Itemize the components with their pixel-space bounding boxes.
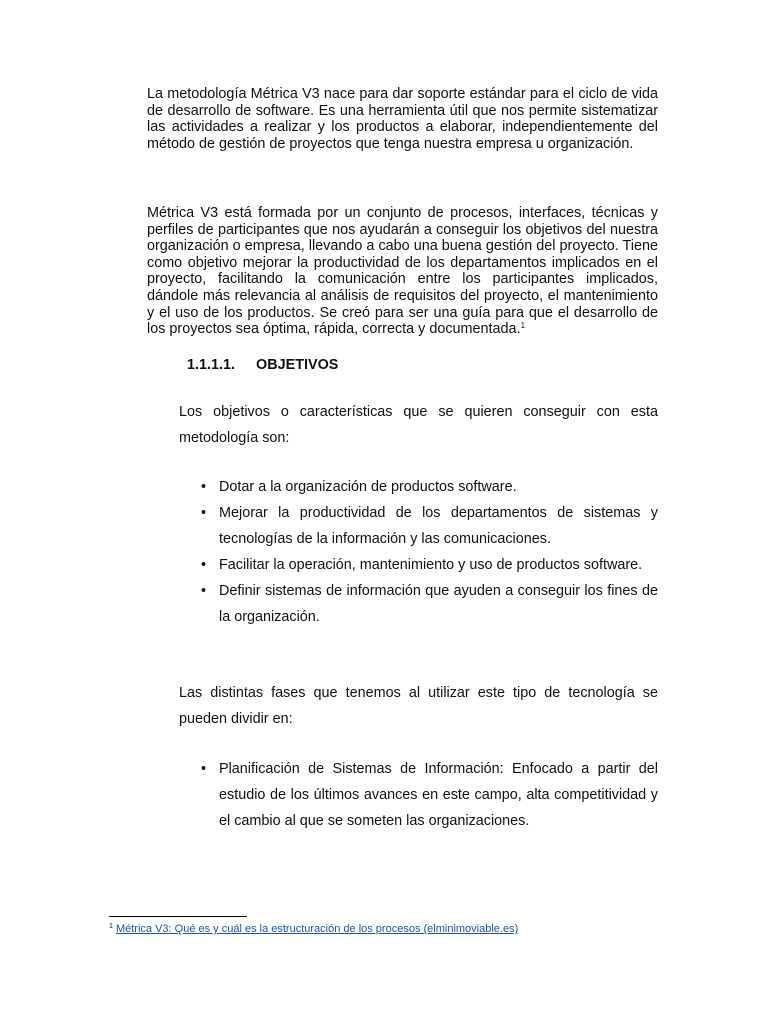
section-title: OBJETIVOS (256, 357, 339, 373)
footnote-link[interactable]: Métrica V3: Qué es y cuál es la estructuración de los procesos (elminimoviable.es) (115, 923, 519, 935)
list-item-text: Planificación de Sistemas de Información: Enfocado a partir del estudio de los últimos avances en este campo, alta competitividad y el cambio al que se someten las organizaciones. (219, 761, 658, 829)
bullet-icon: • (201, 761, 207, 777)
objectives-intro-text: Los objetivos o características que se quieren conseguir con esta metodología son: (179, 404, 658, 446)
bullet-icon: • (201, 583, 207, 599)
list-item-text: Facilitar la operación, mantenimiento y uso de productos software. (219, 557, 643, 573)
description-paragraph-text: Métrica V3 está formada por un conjunto de procesos, interfaces, técnicas y perfiles de participantes que nos ayudarán a conseguir los objetivos del nuestra organización o empresa, llevando a cabo una buena gestión del proyecto. Tiene como objetivo mejorar la productividad de los departamentos implicados en el proyecto, facilitando la comunicación entre los participantes implicados, dándole más relevancia al análisis de requisitos del proyecto, el mantenimiento y el uso de los productos. Se creó para ser una guía para que el desarrollo de los proyectos sea óptima, rápida, correcta y documentada. (147, 205, 658, 338)
intro-paragraph-text: La metodología Métrica V3 nace para dar soporte estándar para el ciclo de vida de desarrollo de software. Es una herramienta útil que nos permite sistematizar las actividades a realizar y los productos a elaborar, independientemente del método de gestión de proyectos que tenga nuestra empresa u organización. (147, 86, 658, 152)
bullet-icon: • (201, 505, 207, 521)
section-heading (187, 357, 338, 373)
footnote-separator (109, 916, 247, 917)
phases-intro-paragraph (179, 680, 658, 732)
intro-paragraph (147, 86, 658, 152)
footnote-reference[interactable]: 1 (520, 321, 526, 331)
phases-list (179, 756, 658, 834)
list-item (179, 474, 658, 500)
bullet-icon: • (201, 479, 207, 495)
phases-intro-text: Las distintas fases que tenemos al utilizar este tipo de tecnología se pueden dividir en: (179, 685, 658, 727)
list-item (179, 756, 658, 834)
list-item-text: Dotar a la organización de productos software. (219, 479, 517, 495)
list-item (179, 500, 658, 552)
objectives-list (179, 474, 658, 630)
description-paragraph (147, 205, 658, 338)
list-item (179, 578, 658, 630)
list-item-text: Definir sistemas de información que ayuden a conseguir los fines de la organización. (219, 583, 658, 625)
list-item-text: Mejorar la productividad de los departamentos de sistemas y tecnologías de la información y las comunicaciones. (219, 505, 658, 547)
footnote (109, 922, 518, 936)
bullet-icon: • (201, 557, 207, 573)
list-item (179, 552, 658, 578)
section-number: 1.1.1.1. (187, 357, 236, 373)
objectives-intro-paragraph (179, 399, 658, 451)
footnote-number: 1 (109, 923, 113, 930)
